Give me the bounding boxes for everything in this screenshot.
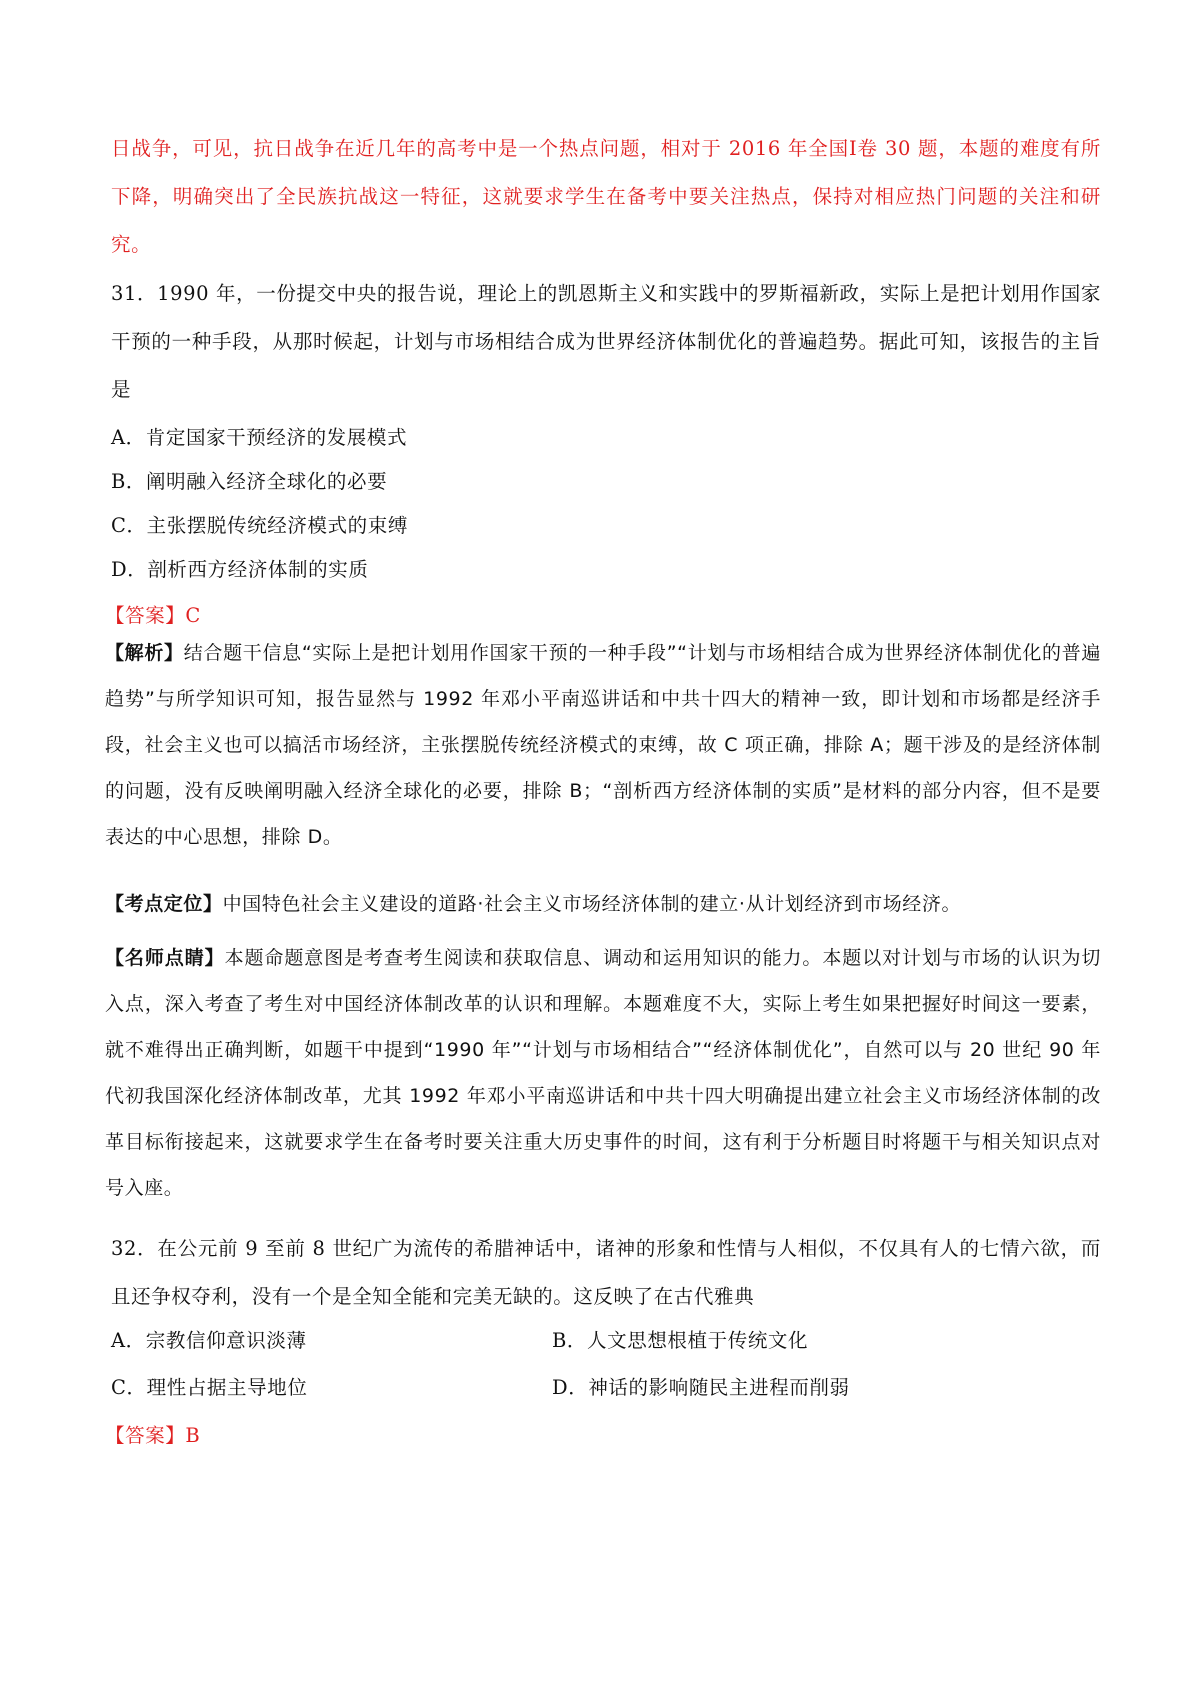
kaodian-tag: 【考点定位】 — [105, 893, 223, 915]
question-31-mingshi — [105, 935, 1101, 1211]
question-32-option-d: D．神话的影响随民主进程而削弱 — [552, 1376, 850, 1399]
intro-commentary: 日战争，可见，抗日战争在近几年的高考中是一个热点问题，相对于 2016 年全国Ⅰ卷 30 题，本题的难度有所下降，明确突出了全民族抗战这一特征，这就要求学生在备考中要关注热点，保持对相应热门问题的关注和研究。 — [111, 137, 1101, 256]
question-31-option-a: A．肯定国家干预经济的发展模式 — [111, 426, 408, 449]
question-32-answer — [105, 1424, 200, 1448]
answer-value: B — [185, 1424, 201, 1447]
analysis-tag: 【解析】 — [105, 642, 184, 664]
question-31-stem: 31．1990 年，一份提交中央的报告说，理论上的凯恩斯主义和实践中的罗斯福新政，实际上是把计划用作国家干预的一种手段，从那时候起，计划与市场相结合成为世界经济体制优化的普遍趋势。据此可知，该报告的主旨是 — [111, 282, 1101, 401]
answer-value: C — [185, 604, 201, 627]
question-31-kaodian — [105, 881, 1101, 927]
mingshi-tag: 【名师点睛】 — [105, 947, 225, 969]
question-32-stem: 32．在公元前 9 至前 8 世纪广为流传的希腊神话中，诸神的形象和性情与人相似，不仅具有人的七情六欲，而且还争权夺利，没有一个是全知全能和完美无缺的。这反映了在古代雅典 — [111, 1237, 1101, 1308]
question-32-option-c: C．理性占据主导地位 — [111, 1376, 308, 1399]
mingshi-text: 本题命题意图是考查考生阅读和获取信息、调动和运用知识的能力。本题以对计划与市场的认识为切入点，深入考查了考生对中国经济体制改革的认识和理解。本题难度不大，实际上考生如果把握好时间这一要素，就不难得出正确判断，如题干中提到“1990 年”“计划与市场相结合”“经济体制优化”，自然可以与 20 世纪 90 年代初我国深化经济体制改革，尤其 1992 年邓小平南巡讲话和中共十四大明确提出建立社会主义市场经济体制的改革目标衔接起来，这就要求学生在备考时要关注重大历史事件的时间，这有利于分析题目时将题干与相关知识点对号入座。 — [105, 947, 1101, 1199]
question-32-option-a: A．宗教信仰意识淡薄 — [111, 1329, 307, 1352]
question-31-option-c: C．主张摆脱传统经济模式的束缚 — [111, 514, 408, 537]
kaodian-text: 中国特色社会主义建设的道路·社会主义市场经济体制的建立·从计划经济到市场经济。 — [222, 893, 962, 915]
question-31-analysis — [105, 630, 1101, 860]
analysis-text: 结合题干信息“实际上是把计划用作国家干预的一种手段”“计划与市场相结合成为世界经济体制优化的普遍趋势”与所学知识可知，报告显然与 1992 年邓小平南巡讲话和中共十四大的精神一致，即计划和市场都是经济手段，社会主义也可以搞活市场经济，主张摆脱传统经济模式的束缚，故 C 项正确，排除 A；题干涉及的是经济体制的问题，没有反映阐明融入经济全球化的必要，排除 B；“剖析西方经济体制的实质”是材料的部分内容，但不是要表达的中心思想，排除 D。 — [105, 642, 1101, 848]
question-31-option-d: D．剖析西方经济体制的实质 — [111, 558, 369, 581]
question-31-option-b: B．阐明融入经济全球化的必要 — [111, 470, 388, 493]
answer-tag: 【答案】 — [105, 1424, 186, 1447]
question-32-option-b: B．人文思想根植于传统文化 — [552, 1329, 809, 1352]
answer-tag: 【答案】 — [105, 604, 186, 627]
question-31-answer — [105, 604, 201, 628]
